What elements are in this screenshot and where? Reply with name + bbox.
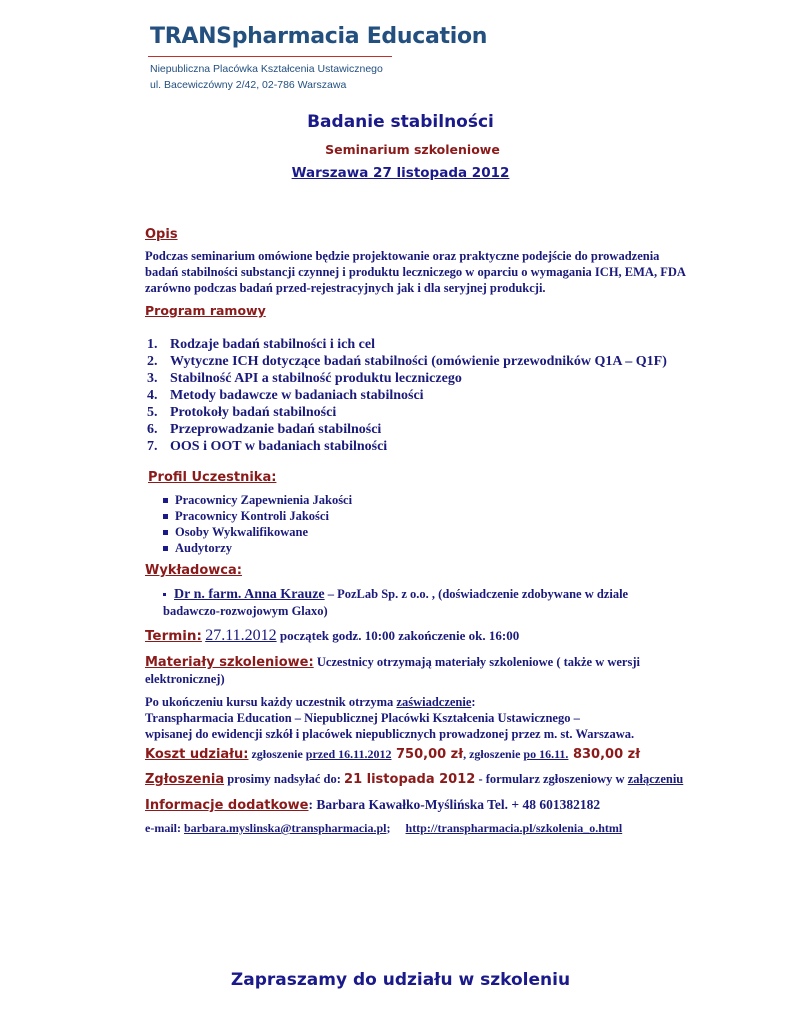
description-line: zarówno podczas badań przed-rejestracyjnych jak i dla seryjnej produkcji. [145, 281, 546, 295]
profile-item: Osoby Wykwalifikowane [163, 524, 352, 540]
section-heading-profil: Profil Uczestnika: [148, 470, 277, 485]
document-subtitle: Seminarium szkoleniowe [325, 142, 500, 157]
additional-info-heading: Informacje dodatkowe [145, 798, 309, 813]
term-heading: Termin: [145, 628, 202, 644]
brand-logo-text: TRANSpharmacia Education [150, 24, 488, 49]
program-item: 6. Przeprowadzanie badań stabilności [147, 422, 382, 437]
lecturer-name: Dr n. farm. Anna Krauze [174, 587, 325, 602]
certificate-link: zaświadczenie [396, 695, 472, 709]
contact-line: e-mail: barbara.myslinska@transpharmacia.pl; http://transpharmacia.pl/szkolenia_o.html [145, 821, 623, 835]
term-hours: początek godz. 10:00 zakończenie ok. 16:00 [276, 628, 520, 643]
description-line: badań stabilności substancji czynnej i produktu leczniczego w oparciu o wymagania ICH, EMA, FDA [145, 265, 686, 279]
cost-info: Koszt udziału: zgłoszenie przed 16.11.2012 750,00 zł, zgłoszenie po 16.11. 830,00 zł [145, 747, 641, 762]
description-paragraph [145, 248, 745, 296]
certificate-info: Po ukończeniu kursu każdy uczestnik otrzyma zaświadczenie: Transpharmacia Education – Niepublicznej Placówki Kształcenia Ustawicznego – wpisanej do ewidencji szkół i placówek niepublicznych prowadzonej przez m. st. Warszawa. [145, 695, 635, 741]
header-address: ul. Bacewiczówny 2/42, 02-786 Warszawa [150, 79, 347, 91]
event-term [145, 627, 519, 645]
profile-item: Audytorzy [163, 540, 352, 556]
website-link[interactable]: http://transpharmacia.pl/szkolenia_o.html [405, 821, 623, 835]
lecturer-info: Dr n. farm. Anna Krauze – PozLab Sp. z o.o. , (doświadczenie zdobywane w dziale badawczo-rozwojowym Glaxo) [163, 587, 629, 618]
additional-info: Informacje dodatkowe: Barbara Kawałko-Myślińska Tel. + 48 601382182 [145, 797, 601, 813]
materials-info: Materiały szkoleniowe: Uczestnicy otrzymają materiały szkoleniowe ( także w wersji elektronicznej) [145, 655, 640, 686]
program-item: 2. Wytyczne ICH dotyczące badań stabilności (omówienie przewodników Q1A – Q1F) [147, 354, 667, 369]
program-item: 5. Protokoły badań stabilności [147, 405, 337, 420]
document-title: Badanie stabilności [307, 112, 494, 132]
brand-divider [148, 56, 392, 57]
square-bullet-icon [163, 514, 168, 519]
section-heading-opis: Opis [145, 227, 178, 242]
registration-heading: Zgłoszenia [145, 772, 225, 787]
section-heading-lecturer: Wykładowca: [145, 563, 242, 578]
event-place-date: Warszawa 27 listopada 2012 [291, 165, 510, 181]
registration-info: Zgłoszenia prosimy nadsyłać do: 21 listopada 2012 - formularz zgłoszeniowy w załączeniu [145, 772, 684, 787]
cost-heading: Koszt udziału: [145, 747, 249, 762]
registration-deadline: 21 listopada 2012 [344, 772, 476, 787]
square-bullet-icon [163, 546, 168, 551]
price-early: 750,00 zł [391, 747, 464, 762]
square-bullet-icon [163, 530, 168, 535]
description-line: Podczas seminarium omówione będzie projektowanie oraz praktyczne podejście do prowadzenia [145, 249, 660, 263]
participant-profile-list [163, 492, 352, 556]
program-item: 4. Metody badawcze w badaniach stabilności [147, 388, 424, 403]
email-link[interactable]: barbara.myslinska@transpharmacia.pl [183, 821, 387, 835]
program-list [147, 336, 667, 455]
term-date: 27.11.2012 [205, 627, 277, 644]
section-heading-program: Program ramowy [145, 303, 266, 318]
program-item: 7. OOS i OOT w badaniach stabilności [147, 439, 388, 454]
closing-invitation: Zapraszamy do udziału w szkoleniu [230, 970, 571, 990]
price-late: 830,00 zł [568, 747, 641, 762]
bullet-icon [163, 593, 166, 596]
materials-heading: Materiały szkoleniowe: [145, 655, 314, 670]
profile-item: Pracownicy Zapewnienia Jakości [163, 492, 352, 508]
program-item: 1. Rodzaje badań stabilności i ich cel [147, 337, 375, 352]
program-item: 3. Stabilność API a stabilność produktu leczniczego [147, 371, 462, 386]
attachment-link[interactable]: załączeniu [627, 772, 684, 786]
header-institution-name: Niepubliczna Placówka Kształcenia Ustawicznego [150, 63, 383, 75]
square-bullet-icon [163, 498, 168, 503]
profile-item: Pracownicy Kontroli Jakości [163, 508, 352, 524]
